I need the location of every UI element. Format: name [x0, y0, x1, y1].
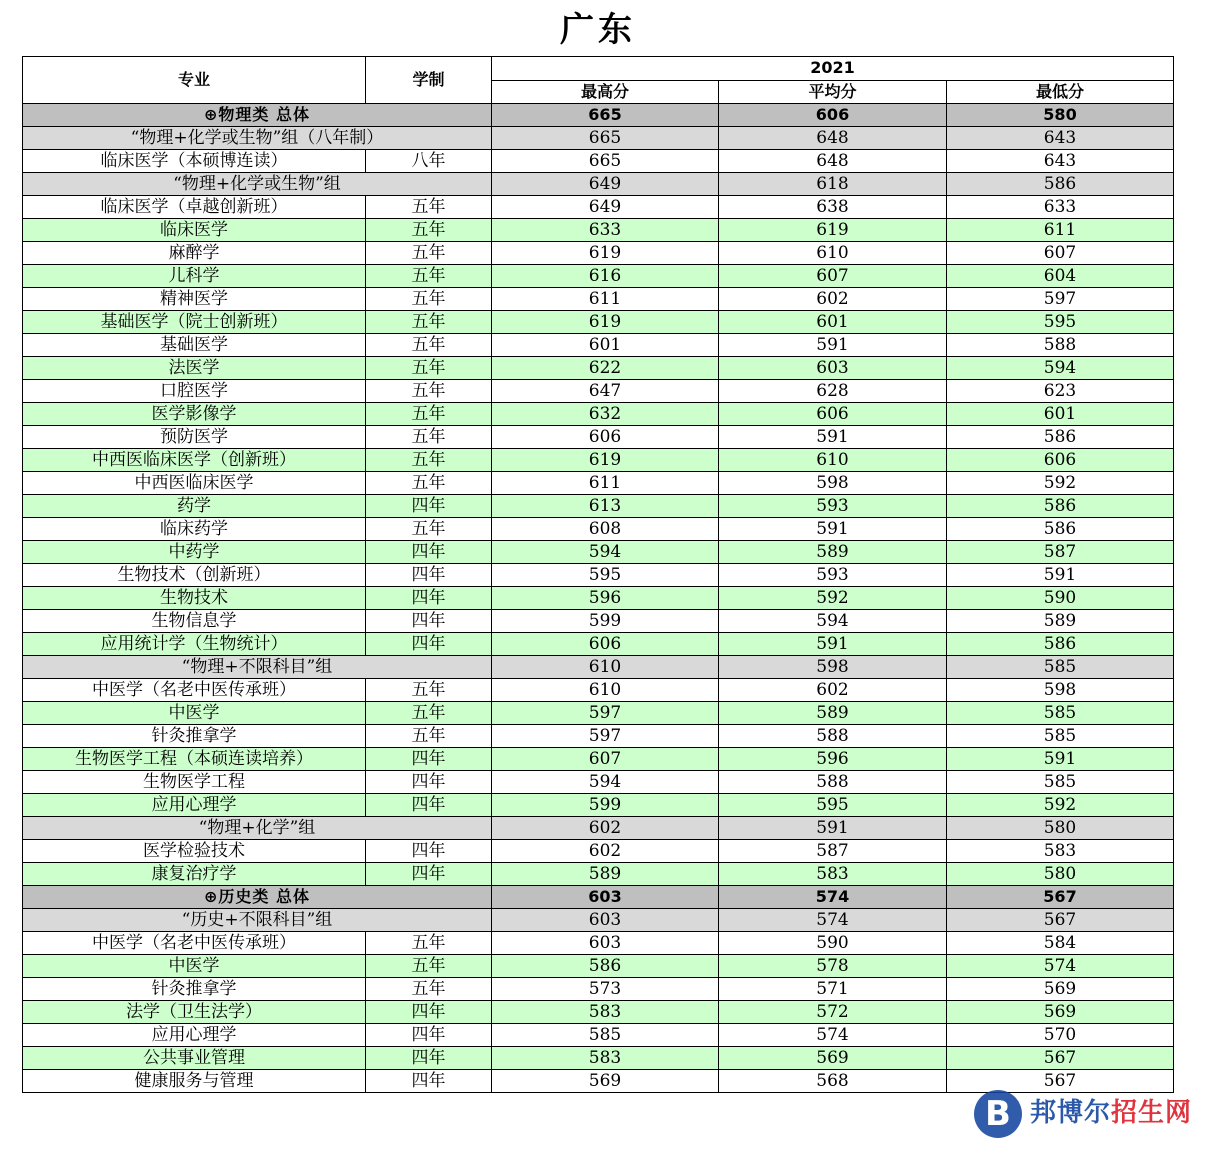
avg-score-cell: 574	[719, 1024, 947, 1047]
duration-cell: 四年	[366, 587, 492, 610]
major-cell: 临床医学	[23, 219, 366, 242]
major-cell: 医学检验技术	[23, 840, 366, 863]
table-row	[23, 426, 1174, 449]
duration-cell: 五年	[366, 518, 492, 541]
max-score-cell: 602	[492, 840, 719, 863]
avg-score-cell: 591	[719, 334, 947, 357]
major-cell: 公共事业管理	[23, 1047, 366, 1070]
max-score-cell: 619	[492, 311, 719, 334]
avg-score-cell: 602	[719, 288, 947, 311]
major-cell: 中医学（名老中医传承班）	[23, 932, 366, 955]
max-score-cell: 610	[492, 679, 719, 702]
avg-score-cell: 596	[719, 748, 947, 771]
table-row	[23, 748, 1174, 771]
min-score-cell: 591	[947, 748, 1174, 771]
table-body	[23, 104, 1174, 1093]
min-score-cell: 586	[947, 495, 1174, 518]
duration-cell: 五年	[366, 242, 492, 265]
avg-score-cell: 591	[719, 633, 947, 656]
min-score-cell: 567	[947, 909, 1174, 932]
table-row	[23, 564, 1174, 587]
avg-score-cell: 591	[719, 817, 947, 840]
min-score-cell: 606	[947, 449, 1174, 472]
header-year: 2021	[492, 57, 1174, 81]
duration-cell: 五年	[366, 311, 492, 334]
table-row	[23, 587, 1174, 610]
max-score-cell: 569	[492, 1070, 719, 1093]
avg-score-cell: 595	[719, 794, 947, 817]
max-score-cell: 649	[492, 173, 719, 196]
avg-score-cell: 589	[719, 702, 947, 725]
subject-group-row	[23, 127, 1174, 150]
major-cell: 临床医学（本硕博连读）	[23, 150, 366, 173]
max-score-cell: 649	[492, 196, 719, 219]
avg-score-cell: 574	[719, 886, 947, 909]
min-score-cell: 633	[947, 196, 1174, 219]
duration-cell: 四年	[366, 1001, 492, 1024]
table-row	[23, 633, 1174, 656]
duration-cell: 四年	[366, 794, 492, 817]
duration-cell: 五年	[366, 725, 492, 748]
duration-cell: 五年	[366, 196, 492, 219]
min-score-cell: 585	[947, 702, 1174, 725]
avg-score-cell: 592	[719, 587, 947, 610]
table-row	[23, 472, 1174, 495]
major-cell: 生物技术	[23, 587, 366, 610]
group-name-cell: “物理+不限科目”组	[23, 656, 492, 679]
major-cell: 预防医学	[23, 426, 366, 449]
min-score-cell: 592	[947, 794, 1174, 817]
max-score-cell: 633	[492, 219, 719, 242]
min-score-cell: 586	[947, 173, 1174, 196]
subject-group-row	[23, 817, 1174, 840]
major-cell: 基础医学	[23, 334, 366, 357]
table-row	[23, 242, 1174, 265]
duration-cell: 五年	[366, 449, 492, 472]
table-row	[23, 288, 1174, 311]
major-cell: 临床医学（卓越创新班）	[23, 196, 366, 219]
min-score-cell: 574	[947, 955, 1174, 978]
table-row	[23, 679, 1174, 702]
major-cell: 生物信息学	[23, 610, 366, 633]
duration-cell: 四年	[366, 610, 492, 633]
min-score-cell: 588	[947, 334, 1174, 357]
duration-cell: 五年	[366, 334, 492, 357]
major-cell: 应用心理学	[23, 794, 366, 817]
table-row	[23, 863, 1174, 886]
table-row	[23, 840, 1174, 863]
max-score-cell: 610	[492, 656, 719, 679]
duration-cell: 五年	[366, 679, 492, 702]
duration-cell: 五年	[366, 357, 492, 380]
group-name-cell: ⊕历史类 总体	[23, 886, 492, 909]
header-avg-score: 平均分	[719, 80, 947, 104]
avg-score-cell: 588	[719, 725, 947, 748]
max-score-cell: 602	[492, 817, 719, 840]
subject-group-row	[23, 656, 1174, 679]
table-row	[23, 932, 1174, 955]
avg-score-cell: 590	[719, 932, 947, 955]
major-cell: 应用统计学（生物统计）	[23, 633, 366, 656]
avg-score-cell: 594	[719, 610, 947, 633]
table-row	[23, 771, 1174, 794]
duration-cell: 四年	[366, 541, 492, 564]
duration-cell: 五年	[366, 426, 492, 449]
group-name-cell: “历史+不限科目”组	[23, 909, 492, 932]
major-cell: 临床药学	[23, 518, 366, 541]
major-cell: 中医学	[23, 702, 366, 725]
min-score-cell: 643	[947, 127, 1174, 150]
avg-score-cell: 628	[719, 380, 947, 403]
group-name-cell: “物理+化学”组	[23, 817, 492, 840]
max-score-cell: 606	[492, 633, 719, 656]
max-score-cell: 589	[492, 863, 719, 886]
max-score-cell: 603	[492, 909, 719, 932]
major-cell: 针灸推拿学	[23, 978, 366, 1001]
max-score-cell: 583	[492, 1047, 719, 1070]
max-score-cell: 608	[492, 518, 719, 541]
avg-score-cell: 569	[719, 1047, 947, 1070]
group-name-cell: “物理+化学或生物”组（八年制）	[23, 127, 492, 150]
avg-score-cell: 591	[719, 426, 947, 449]
duration-cell: 四年	[366, 1070, 492, 1093]
major-cell: 基础医学（院士创新班）	[23, 311, 366, 334]
duration-cell: 四年	[366, 771, 492, 794]
min-score-cell: 580	[947, 817, 1174, 840]
avg-score-cell: 606	[719, 403, 947, 426]
table-row	[23, 495, 1174, 518]
table-row	[23, 725, 1174, 748]
avg-score-cell: 574	[719, 909, 947, 932]
page-title: 广东	[560, 10, 636, 50]
max-score-cell: 665	[492, 127, 719, 150]
major-cell: 针灸推拿学	[23, 725, 366, 748]
max-score-cell: 596	[492, 587, 719, 610]
major-cell: 生物医学工程（本硕连读培养）	[23, 748, 366, 771]
table-row	[23, 541, 1174, 564]
major-cell: 应用心理学	[23, 1024, 366, 1047]
min-score-cell: 580	[947, 863, 1174, 886]
min-score-cell: 584	[947, 932, 1174, 955]
table-row	[23, 1024, 1174, 1047]
major-cell: 健康服务与管理	[23, 1070, 366, 1093]
avg-score-cell: 591	[719, 518, 947, 541]
duration-cell: 五年	[366, 403, 492, 426]
avg-score-cell: 603	[719, 357, 947, 380]
duration-cell: 四年	[366, 1024, 492, 1047]
min-score-cell: 567	[947, 1070, 1174, 1093]
table-row	[23, 311, 1174, 334]
avg-score-cell: 607	[719, 265, 947, 288]
table-row	[23, 1047, 1174, 1070]
min-score-cell: 611	[947, 219, 1174, 242]
duration-cell: 五年	[366, 219, 492, 242]
min-score-cell: 607	[947, 242, 1174, 265]
table-row	[23, 265, 1174, 288]
min-score-cell: 569	[947, 1001, 1174, 1024]
max-score-cell: 616	[492, 265, 719, 288]
duration-cell: 五年	[366, 380, 492, 403]
max-score-cell: 597	[492, 702, 719, 725]
max-score-cell: 595	[492, 564, 719, 587]
avg-score-cell: 610	[719, 449, 947, 472]
major-cell: 生物医学工程	[23, 771, 366, 794]
logo-text	[1030, 1096, 1192, 1130]
table-row	[23, 794, 1174, 817]
table-row	[23, 978, 1174, 1001]
header-min-score: 最低分	[947, 80, 1174, 104]
table-row	[23, 196, 1174, 219]
table-row	[23, 610, 1174, 633]
max-score-cell: 647	[492, 380, 719, 403]
min-score-cell: 597	[947, 288, 1174, 311]
major-cell: 中药学	[23, 541, 366, 564]
major-cell: 康复治疗学	[23, 863, 366, 886]
major-cell: 法医学	[23, 357, 366, 380]
avg-score-cell: 648	[719, 127, 947, 150]
avg-score-cell: 583	[719, 863, 947, 886]
min-score-cell: 594	[947, 357, 1174, 380]
avg-score-cell: 619	[719, 219, 947, 242]
min-score-cell: 586	[947, 426, 1174, 449]
min-score-cell: 585	[947, 725, 1174, 748]
table-row	[23, 357, 1174, 380]
max-score-cell: 613	[492, 495, 719, 518]
duration-cell: 四年	[366, 863, 492, 886]
min-score-cell: 583	[947, 840, 1174, 863]
avg-score-cell: 638	[719, 196, 947, 219]
avg-score-cell: 568	[719, 1070, 947, 1093]
max-score-cell: 601	[492, 334, 719, 357]
min-score-cell: 598	[947, 679, 1174, 702]
avg-score-cell: 610	[719, 242, 947, 265]
min-score-cell: 590	[947, 587, 1174, 610]
max-score-cell: 586	[492, 955, 719, 978]
watermark-logo	[968, 1086, 1218, 1142]
duration-cell: 四年	[366, 495, 492, 518]
avg-score-cell: 606	[719, 104, 947, 127]
avg-score-cell: 598	[719, 656, 947, 679]
major-cell: 法学（卫生法学）	[23, 1001, 366, 1024]
avg-score-cell: 593	[719, 564, 947, 587]
max-score-cell: 603	[492, 886, 719, 909]
avg-score-cell: 589	[719, 541, 947, 564]
logo-badge-icon: B	[974, 1090, 1022, 1138]
avg-score-cell: 648	[719, 150, 947, 173]
major-cell: 精神医学	[23, 288, 366, 311]
duration-cell: 五年	[366, 955, 492, 978]
table-row	[23, 219, 1174, 242]
duration-cell: 四年	[366, 748, 492, 771]
subject-group-row	[23, 173, 1174, 196]
duration-cell: 五年	[366, 265, 492, 288]
min-score-cell: 592	[947, 472, 1174, 495]
max-score-cell: 632	[492, 403, 719, 426]
max-score-cell: 619	[492, 242, 719, 265]
duration-cell: 四年	[366, 1047, 492, 1070]
table-row	[23, 380, 1174, 403]
avg-score-cell: 601	[719, 311, 947, 334]
duration-cell: 五年	[366, 978, 492, 1001]
min-score-cell: 569	[947, 978, 1174, 1001]
table-row	[23, 449, 1174, 472]
group-name-cell: “物理+化学或生物”组	[23, 173, 492, 196]
duration-cell: 五年	[366, 932, 492, 955]
min-score-cell: 585	[947, 771, 1174, 794]
min-score-cell: 643	[947, 150, 1174, 173]
duration-cell: 五年	[366, 472, 492, 495]
duration-cell: 四年	[366, 564, 492, 587]
max-score-cell: 665	[492, 104, 719, 127]
table-row	[23, 518, 1174, 541]
table-row	[23, 1001, 1174, 1024]
major-cell: 中医学（名老中医传承班）	[23, 679, 366, 702]
max-score-cell: 665	[492, 150, 719, 173]
min-score-cell: 586	[947, 633, 1174, 656]
max-score-cell: 583	[492, 1001, 719, 1024]
min-score-cell: 567	[947, 1047, 1174, 1070]
min-score-cell: 570	[947, 1024, 1174, 1047]
max-score-cell: 622	[492, 357, 719, 380]
min-score-cell: 595	[947, 311, 1174, 334]
major-cell: 儿科学	[23, 265, 366, 288]
table-row	[23, 150, 1174, 173]
table-row	[23, 702, 1174, 725]
max-score-cell: 585	[492, 1024, 719, 1047]
min-score-cell: 601	[947, 403, 1174, 426]
min-score-cell: 585	[947, 656, 1174, 679]
max-score-cell: 594	[492, 541, 719, 564]
avg-score-cell: 602	[719, 679, 947, 702]
duration-cell: 八年	[366, 150, 492, 173]
major-cell: 中医学	[23, 955, 366, 978]
max-score-cell: 597	[492, 725, 719, 748]
max-score-cell: 603	[492, 932, 719, 955]
avg-score-cell: 618	[719, 173, 947, 196]
table-row	[23, 955, 1174, 978]
table-row	[23, 334, 1174, 357]
avg-score-cell: 587	[719, 840, 947, 863]
header-major: 专业	[23, 57, 366, 104]
header-duration: 学制	[366, 57, 492, 104]
avg-score-cell: 588	[719, 771, 947, 794]
min-score-cell: 589	[947, 610, 1174, 633]
min-score-cell: 623	[947, 380, 1174, 403]
min-score-cell: 587	[947, 541, 1174, 564]
min-score-cell: 567	[947, 886, 1174, 909]
max-score-cell: 594	[492, 771, 719, 794]
category-total-row	[23, 886, 1174, 909]
max-score-cell: 611	[492, 288, 719, 311]
max-score-cell: 599	[492, 794, 719, 817]
max-score-cell: 606	[492, 426, 719, 449]
major-cell: 生物技术（创新班）	[23, 564, 366, 587]
major-cell: 医学影像学	[23, 403, 366, 426]
admission-score-table	[22, 56, 1174, 1093]
major-cell: 麻醉学	[23, 242, 366, 265]
duration-cell: 四年	[366, 633, 492, 656]
avg-score-cell: 572	[719, 1001, 947, 1024]
max-score-cell: 607	[492, 748, 719, 771]
max-score-cell: 599	[492, 610, 719, 633]
table-row	[23, 403, 1174, 426]
min-score-cell: 591	[947, 564, 1174, 587]
min-score-cell: 604	[947, 265, 1174, 288]
group-name-cell: ⊕物理类 总体	[23, 104, 492, 127]
avg-score-cell: 578	[719, 955, 947, 978]
avg-score-cell: 593	[719, 495, 947, 518]
avg-score-cell: 571	[719, 978, 947, 1001]
logo-text-red: 招生网	[1111, 1098, 1193, 1128]
header-max-score: 最高分	[492, 80, 719, 104]
subject-group-row	[23, 909, 1174, 932]
min-score-cell: 586	[947, 518, 1174, 541]
category-total-row	[23, 104, 1174, 127]
max-score-cell: 573	[492, 978, 719, 1001]
duration-cell: 四年	[366, 840, 492, 863]
major-cell: 口腔医学	[23, 380, 366, 403]
major-cell: 药学	[23, 495, 366, 518]
max-score-cell: 619	[492, 449, 719, 472]
duration-cell: 五年	[366, 288, 492, 311]
max-score-cell: 611	[492, 472, 719, 495]
duration-cell: 五年	[366, 702, 492, 725]
avg-score-cell: 598	[719, 472, 947, 495]
logo-text-blue: 邦博尔	[1030, 1098, 1112, 1128]
major-cell: 中西医临床医学	[23, 472, 366, 495]
min-score-cell: 580	[947, 104, 1174, 127]
major-cell: 中西医临床医学（创新班）	[23, 449, 366, 472]
